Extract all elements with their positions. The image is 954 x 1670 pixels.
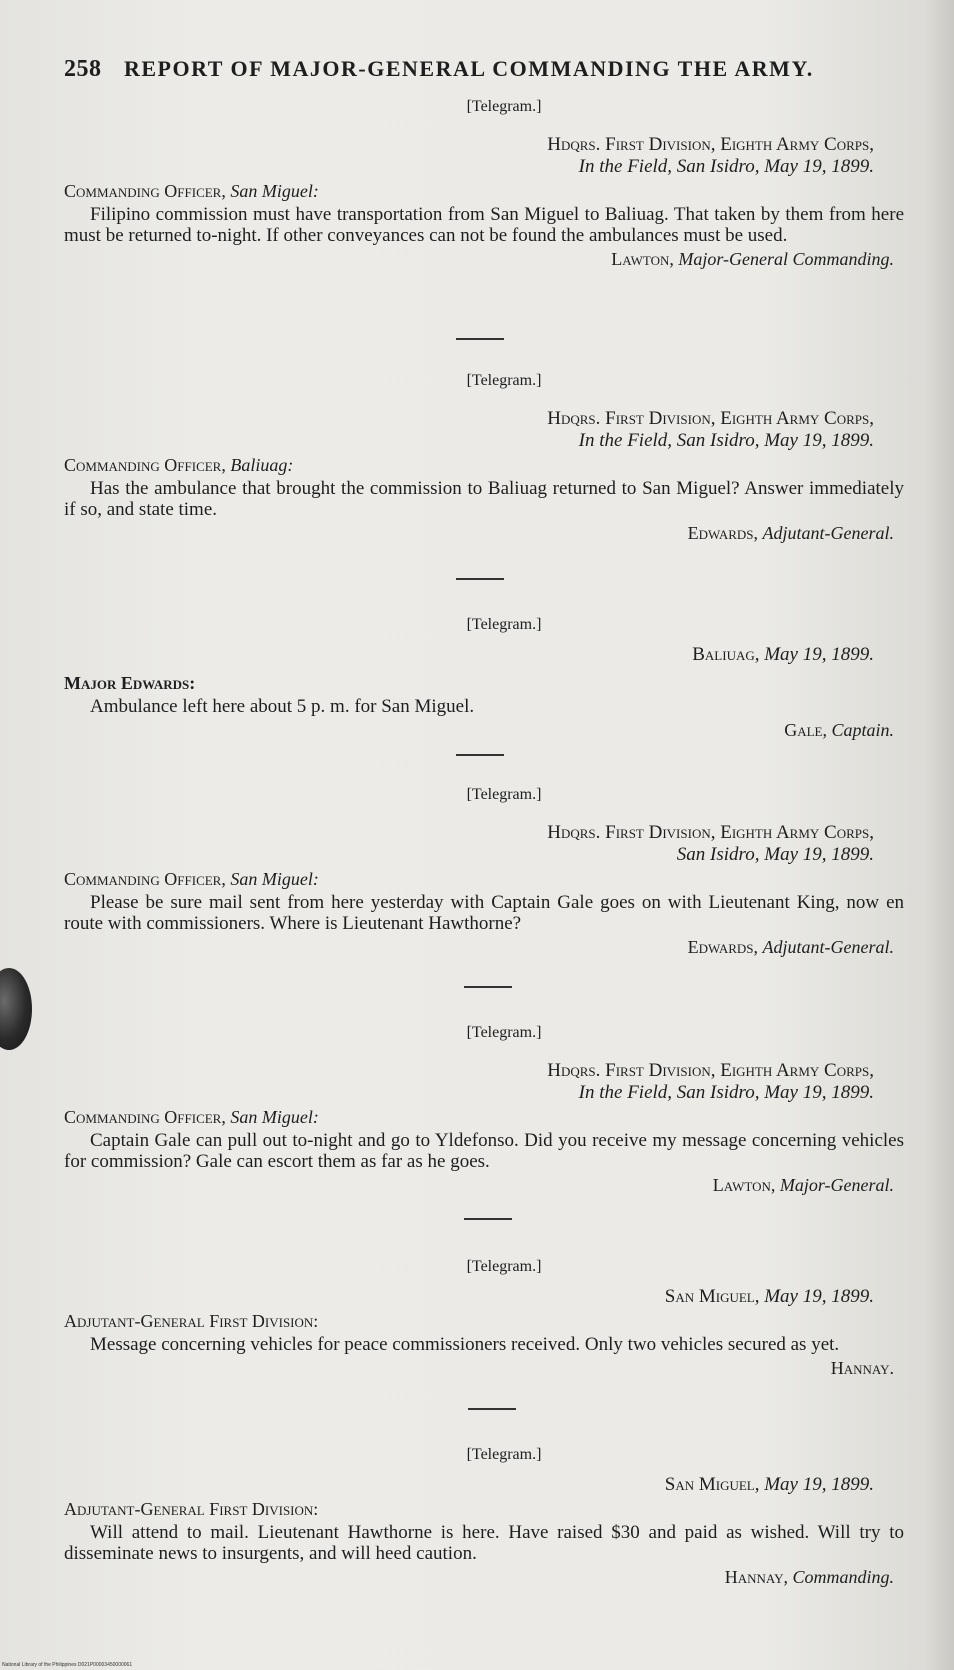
sender-place-date: San Isidro, May 19, 1899. — [676, 844, 874, 865]
archive-footer: National Library of the Philippines D021P00003450000061 — [2, 1662, 133, 1668]
sender-hq: Hdqrs. First Division, Eighth Army Corps, — [547, 1060, 874, 1081]
sender-place-date: San Miguel, May 19, 1899. — [664, 1286, 874, 1307]
message-body: Filipino commission must have transportation from San Miguel to Baliuag. That taken by them from here must be returned to-night. If other conveyances can not be found the ambulances must be used. — [64, 204, 904, 246]
divider-rule — [468, 1408, 516, 1410]
message-body: Please be sure mail sent from here yesterday with Captain Gale goes on with Lieutenant King, now en route with commissioners. Where is Lieutenant Hawthorne? — [64, 892, 904, 934]
divider-rule — [464, 1218, 512, 1220]
signature: Gale, Captain. — [784, 720, 894, 740]
signature: Edwards, Adjutant-General. — [687, 937, 894, 957]
telegram-tag: [Telegram.] — [466, 1446, 542, 1463]
signature: Lawton, Major-General. — [712, 1175, 894, 1195]
message-body: Message concerning vehicles for peace commissioners received. Only two vehicles secured as yet. — [90, 1334, 840, 1355]
addressee: Adjutant-General First Division: — [64, 1311, 319, 1331]
telegram-tag: [Telegram.] — [466, 616, 542, 633]
addressee: Commanding Officer, Baliuag: — [64, 455, 294, 475]
telegram-7 — [64, 1444, 914, 1588]
page-header — [64, 56, 904, 83]
telegram-4 — [64, 784, 914, 958]
sender-hq: Hdqrs. First Division, Eighth Army Corps, — [547, 408, 874, 429]
telegram-tag: [Telegram.] — [466, 1258, 542, 1275]
telegram-tag: [Telegram.] — [466, 98, 542, 115]
telegram-tag: [Telegram.] — [466, 786, 542, 803]
telegram-1 — [64, 96, 914, 270]
page-title: REPORT OF MAJOR-GENERAL COMMANDING THE ARMY. — [124, 56, 814, 81]
addressee: Adjutant-General First Division: — [64, 1499, 319, 1519]
telegram-5 — [64, 1022, 914, 1196]
scanner-thumb-shadow — [0, 968, 32, 1050]
signature: Edwards, Adjutant-General. — [687, 523, 894, 543]
divider-rule — [464, 986, 512, 988]
sender-place-date: In the Field, San Isidro, May 19, 1899. — [578, 156, 874, 177]
addressee: Commanding Officer, San Miguel: — [64, 1107, 319, 1127]
telegram-tag: [Telegram.] — [466, 1024, 542, 1041]
message-body: Has the ambulance that brought the commission to Baliuag returned to San Miguel? Answer immediately if so, and state time. — [64, 478, 904, 520]
message-body: Captain Gale can pull out to-night and go to Yldefonso. Did you receive my message concerning vehicles for commission? Gale can escort them as far as he goes. — [64, 1130, 904, 1172]
message-body: Ambulance left here about 5 p. m. for San Miguel. — [90, 696, 475, 717]
divider-rule — [456, 338, 504, 340]
divider-rule — [456, 754, 504, 756]
telegram-3 — [64, 614, 914, 741]
telegram-6 — [64, 1256, 914, 1379]
signature: Hannay, Commanding. — [724, 1567, 894, 1587]
page-number: 258 — [64, 56, 102, 82]
signature: Lawton, Major-General Commanding. — [611, 249, 894, 269]
telegram-tag: [Telegram.] — [466, 372, 542, 389]
sender-place-date: San Miguel, May 19, 1899. — [664, 1474, 874, 1495]
addressee: Commanding Officer, San Miguel: — [64, 181, 319, 201]
sender-hq: Hdqrs. First Division, Eighth Army Corps, — [547, 822, 874, 843]
addressee: Major Edwards: — [64, 673, 196, 693]
addressee: Commanding Officer, San Miguel: — [64, 869, 319, 889]
sender-place-date: In the Field, San Isidro, May 19, 1899. — [578, 1082, 874, 1103]
sender-place-date: In the Field, San Isidro, May 19, 1899. — [578, 430, 874, 451]
sender-place-date: Baliuag, May 19, 1899. — [692, 644, 874, 665]
signature: Hannay. — [830, 1358, 894, 1378]
sender-hq: Hdqrs. First Division, Eighth Army Corps, — [547, 134, 874, 155]
telegram-2 — [64, 370, 914, 544]
message-body: Will attend to mail. Lieutenant Hawthorne is here. Have raised $30 and paid as wished. Will try to disseminate news to insurgents, and will heed caution. — [64, 1522, 904, 1564]
divider-rule — [456, 578, 504, 580]
